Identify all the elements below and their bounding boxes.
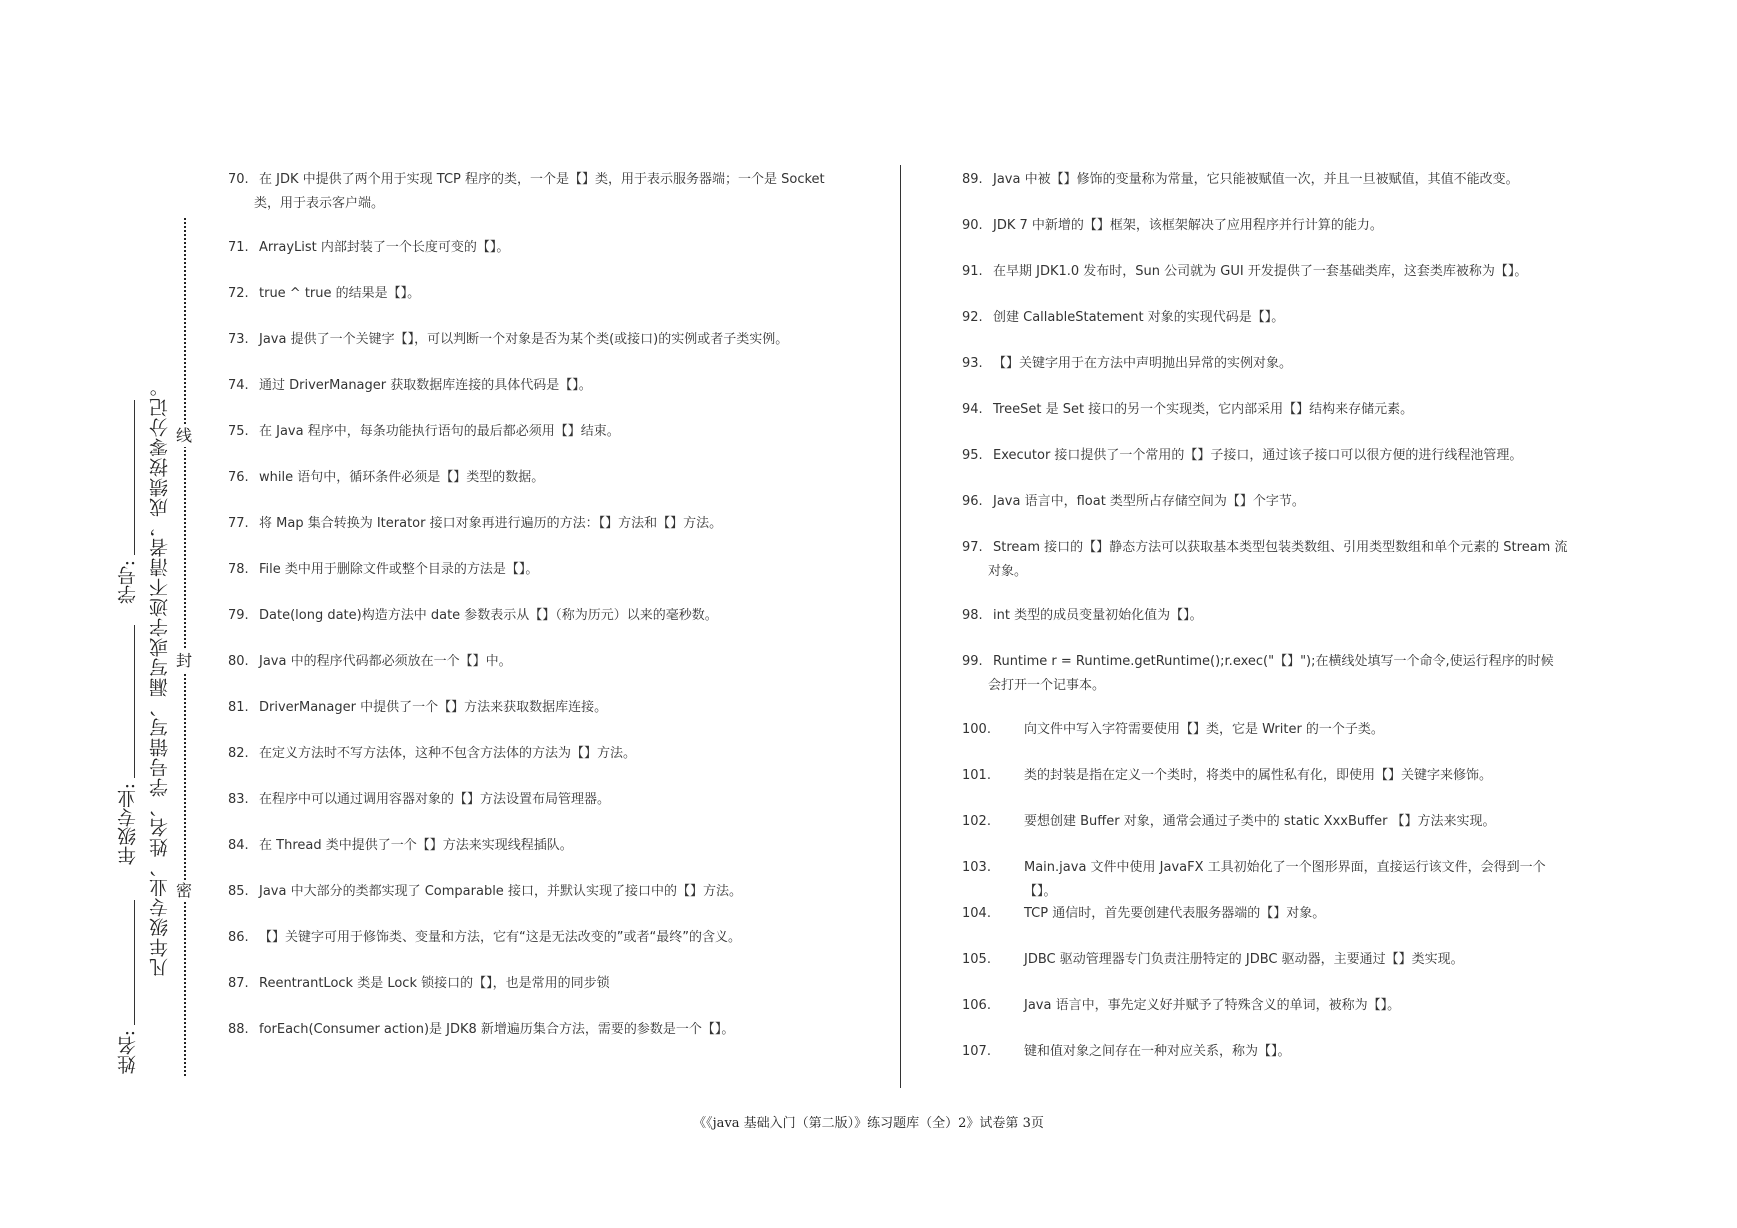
question-number: 88. — [228, 1022, 249, 1037]
question-97 — [962, 536, 1577, 584]
question-78 — [228, 558, 858, 582]
question-text: 创建 CallableStatement 对象的实现代码是【】。 — [993, 310, 1285, 325]
question-96 — [962, 490, 1577, 514]
question-104 — [962, 902, 1577, 926]
question-text: ReentrantLock 类是 Lock 锁接口的【】，也是常用的同步锁 — [259, 976, 610, 991]
seal-char-feng: 封 — [176, 651, 193, 670]
question-87 — [228, 972, 858, 996]
major-underline — [134, 625, 135, 778]
question-71 — [228, 236, 858, 260]
question-text: 要想创建 Buffer 对象，通常会通过子类中的 static XxxBuffer 【】方法来实现。 — [1024, 814, 1496, 829]
question-94 — [962, 398, 1577, 422]
question-number: 91. — [962, 264, 983, 279]
question-number: 93. — [962, 356, 983, 371]
question-text: File 类中用于删除文件或整个目录的方法是【】。 — [259, 562, 539, 577]
question-88 — [228, 1018, 858, 1042]
question-number: 80. — [228, 654, 249, 669]
student-id-underline — [134, 400, 135, 555]
question-number: 86. — [228, 930, 249, 945]
question-number: 99. — [962, 654, 983, 669]
question-92 — [962, 306, 1577, 330]
seal-char-xian: 线 — [176, 426, 193, 445]
question-101 — [962, 764, 1577, 788]
question-text: DriverManager 中提供了一个【】方法来获取数据库连接。 — [259, 700, 608, 715]
question-text: Java 语言中，事先定义好并赋予了特殊含义的单词，被称为【】。 — [1024, 998, 1401, 1013]
question-85 — [228, 880, 858, 904]
question-number: 102. — [962, 814, 991, 829]
question-number: 79. — [228, 608, 249, 623]
question-103 — [962, 856, 1577, 904]
question-number: 90. — [962, 218, 983, 233]
question-number: 97. — [962, 540, 983, 555]
question-text: 在 Thread 类中提供了一个【】方法来实现线程插队。 — [259, 838, 573, 853]
notice-text: 凡年级专业、姓名、学号错写、漏写或字迹不清者，成绩按零分记。 — [149, 377, 171, 977]
question-text: 向文件中写入字符需要使用【】类，它是 Writer 的一个子类。 — [1024, 722, 1384, 737]
question-76 — [228, 466, 858, 490]
question-number: 100. — [962, 722, 991, 737]
question-number: 71. — [228, 240, 249, 255]
question-number: 87. — [228, 976, 249, 991]
question-102 — [962, 810, 1577, 834]
question-text: Java 中大部分的类都实现了 Comparable 接口，并默认实现了接口中的【】方法。 — [259, 884, 742, 899]
question-text: JDBC 驱动管理器专门负责注册特定的 JDBC 驱动器，主要通过【】类实现。 — [1024, 952, 1464, 967]
question-text: forEach(Consumer action)是 JDK8 新增遍历集合方法，需要的参数是一个【】。 — [259, 1022, 735, 1037]
page-footer: 《《java 基础入门（第二版）》练习题库（全）2》试卷第 3页 — [693, 1116, 1044, 1131]
question-80 — [228, 650, 858, 674]
major-label: 年级专业: — [117, 783, 139, 866]
question-text: Stream 接口的【】静态方法可以获取基本类型包装类数组、引用类型数组和单个元素的 Stream 流 — [993, 540, 1568, 555]
question-100 — [962, 718, 1577, 742]
student-id-label: 学号: — [117, 560, 139, 605]
question-number: 72. — [228, 286, 249, 301]
question-text: Runtime r = Runtime.getRuntime();r.exec("【】");在横线处填写一个命令,使运行程序的时候 — [993, 654, 1554, 669]
question-number: 101. — [962, 768, 991, 783]
question-number: 89. — [962, 172, 983, 187]
question-text: 通过 DriverManager 获取数据库连接的具体代码是【】。 — [259, 378, 592, 393]
question-text: Java 中被【】修饰的变量称为常量，它只能被赋值一次，并且一旦被赋值，其值不能改变。 — [993, 172, 1519, 187]
question-text: 在 Java 程序中，每条功能执行语句的最后都必须用【】结束。 — [259, 424, 620, 439]
question-number: 76. — [228, 470, 249, 485]
question-number: 107. — [962, 1044, 991, 1059]
question-text: 在定义方法时不写方法体，这种不包含方法体的方法为【】方法。 — [259, 746, 637, 761]
question-number: 94. — [962, 402, 983, 417]
question-number: 70. — [228, 172, 249, 187]
question-text: 类的封装是指在定义一个类时，将类中的属性私有化，即使用【】关键字来修饰。 — [1024, 768, 1493, 783]
question-number: 81. — [228, 700, 249, 715]
question-79 — [228, 604, 858, 628]
name-underline — [134, 900, 135, 1025]
question-number: 84. — [228, 838, 249, 853]
question-74 — [228, 374, 858, 398]
question-text: 在早期 JDK1.0 发布时，Sun 公司就为 GUI 开发提供了一套基础类库，这套类库被称为【】。 — [993, 264, 1528, 279]
question-text: 【】关键字用于在方法中声明抛出异常的实例对象。 — [993, 356, 1293, 371]
question-number: 98. — [962, 608, 983, 623]
binding-margin — [0, 0, 215, 1228]
question-107 — [962, 1040, 1577, 1064]
question-105 — [962, 948, 1577, 972]
question-81 — [228, 696, 858, 720]
question-number: 103. — [962, 860, 991, 875]
question-text: Date(long date)构造方法中 date 参数表示从【】（称为历元）以来的毫秒数。 — [259, 608, 718, 623]
question-text: int 类型的成员变量初始化值为【】。 — [993, 608, 1203, 623]
question-text: Executor 接口提供了一个常用的【】子接口，通过该子接口可以很方便的进行线程池管理。 — [993, 448, 1523, 463]
question-70 — [228, 168, 858, 216]
question-number: 78. — [228, 562, 249, 577]
question-number: 77. — [228, 516, 249, 531]
question-text: TreeSet 是 Set 接口的另一个实现类，它内部采用【】结构来存储元素。 — [993, 402, 1414, 417]
question-text: 在 JDK 中提供了两个用于实现 TCP 程序的类，一个是【】类，用于表示服务器端；一个是 Socket — [259, 172, 825, 187]
question-98 — [962, 604, 1577, 628]
question-text: Java 提供了一个关键字【】，可以判断一个对象是否为某个类(或接口)的实例或者子类实例。 — [259, 332, 789, 347]
question-text: 对象。 — [988, 564, 1028, 579]
question-number: 74. — [228, 378, 249, 393]
question-text: 键和值对象之间存在一种对应关系，称为【】。 — [1024, 1044, 1291, 1059]
question-89 — [962, 168, 1577, 192]
question-number: 104. — [962, 906, 991, 921]
question-83 — [228, 788, 858, 812]
question-72 — [228, 282, 858, 306]
question-text: ArrayList 内部封装了一个长度可变的【】。 — [259, 240, 510, 255]
question-82 — [228, 742, 858, 766]
question-number: 105. — [962, 952, 991, 967]
name-label: 姓名: — [117, 1030, 139, 1075]
question-84 — [228, 834, 858, 858]
question-text: Java 中的程序代码都必须放在一个【】中。 — [259, 654, 512, 669]
question-text: Java 语言中，float 类型所占存储空间为【】个字节。 — [993, 494, 1305, 509]
question-text: 【】关键字可用于修饰类、变量和方法，它有“这是无法改变的”或者“最终”的含义。 — [259, 930, 741, 945]
question-93 — [962, 352, 1577, 376]
question-number: 85. — [228, 884, 249, 899]
question-106 — [962, 994, 1577, 1018]
question-text: 在程序中可以通过调用容器对象的【】方法设置布局管理器。 — [259, 792, 611, 807]
question-95 — [962, 444, 1577, 468]
question-number: 83. — [228, 792, 249, 807]
question-text: while 语句中，循环条件必须是【】类型的数据。 — [259, 470, 545, 485]
question-number: 96. — [962, 494, 983, 509]
question-number: 82. — [228, 746, 249, 761]
question-number: 73. — [228, 332, 249, 347]
question-91 — [962, 260, 1577, 284]
column-divider — [900, 165, 901, 1088]
question-number: 75. — [228, 424, 249, 439]
seal-char-mi: 密 — [176, 881, 193, 900]
question-number: 95. — [962, 448, 983, 463]
question-77 — [228, 512, 858, 536]
question-text: JDK 7 中新增的【】框架，该框架解决了应用程序并行计算的能力。 — [993, 218, 1383, 233]
question-text: 会打开一个记事本。 — [988, 678, 1106, 693]
question-text: 将 Map 集合转换为 Iterator 接口对象再进行遍历的方法：【】方法和【】方法。 — [259, 516, 723, 531]
question-text: TCP 通信时，首先要创建代表服务器端的【】对象。 — [1024, 906, 1326, 921]
question-text: Main.java 文件中使用 JavaFX 工具初始化了一个图形界面，直接运行该文件，会得到一个【】。 — [1024, 860, 1546, 899]
question-99 — [962, 650, 1577, 698]
question-number: 106. — [962, 998, 991, 1013]
question-number: 92. — [962, 310, 983, 325]
question-90 — [962, 214, 1577, 238]
question-86 — [228, 926, 858, 950]
seal-dotted-line — [184, 218, 186, 1076]
question-text: 类，用于表示客户端。 — [254, 196, 385, 211]
question-73 — [228, 328, 858, 352]
question-text: true ^ true 的结果是【】。 — [259, 286, 421, 301]
question-75 — [228, 420, 858, 444]
